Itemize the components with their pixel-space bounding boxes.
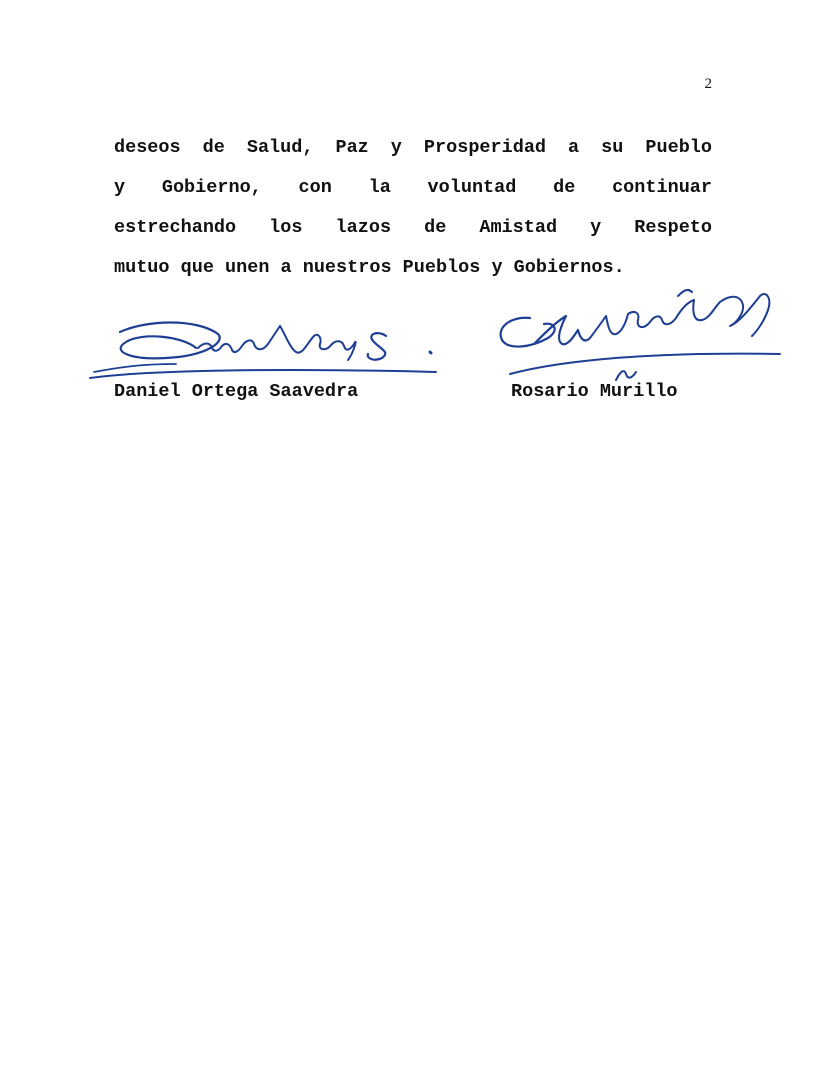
body-line-3: estrechando los lazos de Amistad y Respeto [114,217,712,238]
signer-name-right: Rosario Murillo [511,381,678,402]
signature-daniel-ortega [86,312,446,387]
body-line-1: deseos de Salud, Paz y Prosperidad a su Pueblo [114,137,712,158]
page-number: 2 [704,76,712,92]
body-line-2: y Gobierno, con la voluntad de continuar [114,177,712,198]
body-line-4: mutuo que unen a nuestros Pueblos y Gobiernos. [114,257,625,278]
signer-name-left: Daniel Ortega Saavedra [114,381,359,402]
body-paragraph [114,128,712,288]
signature-rosario-murillo [490,282,790,392]
